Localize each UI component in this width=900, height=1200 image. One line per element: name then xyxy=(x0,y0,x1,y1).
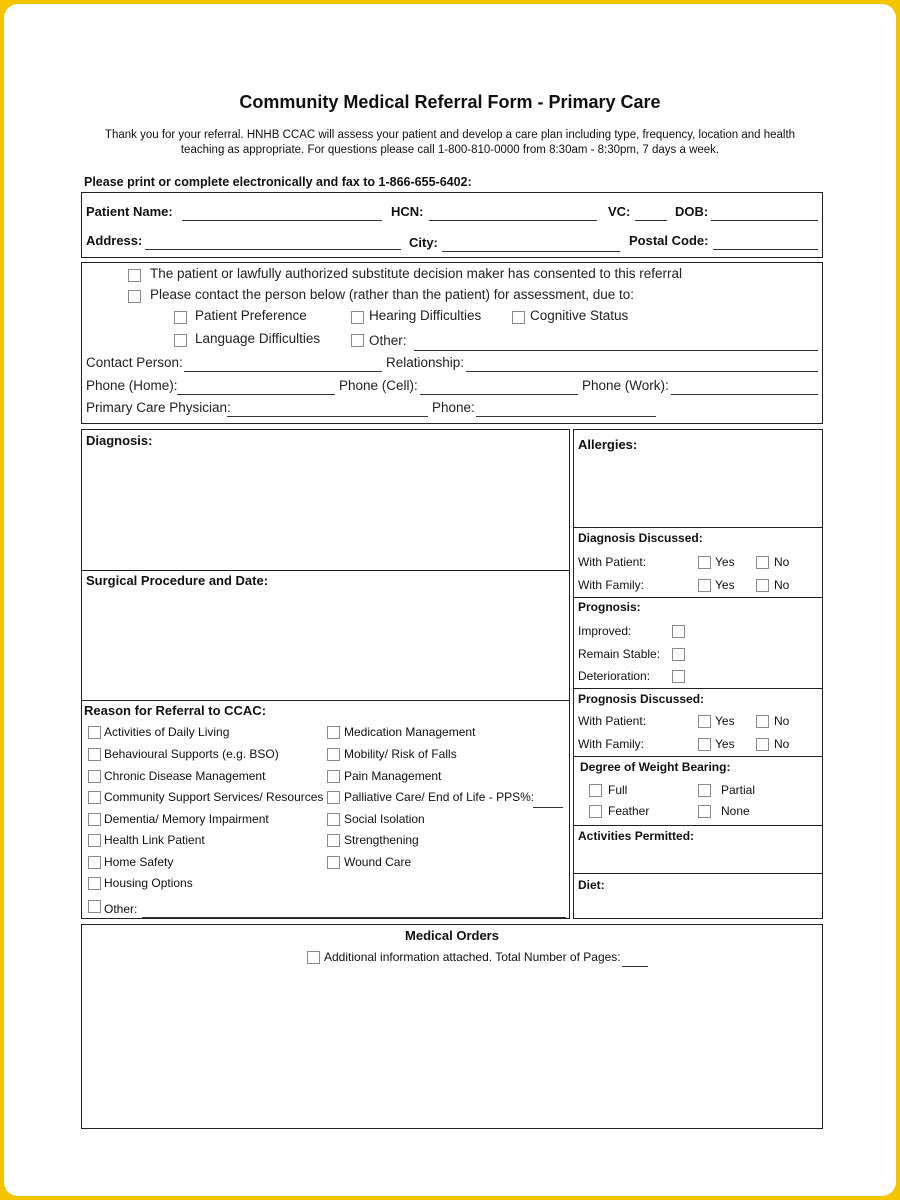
surgical-divider xyxy=(81,700,570,701)
referral-home-safety-checkbox[interactable] xyxy=(88,856,101,869)
phone-home-label: Phone (Home): xyxy=(86,378,178,393)
allergies-label: Allergies: xyxy=(578,437,638,452)
diagnosis-label: Diagnosis: xyxy=(86,433,153,448)
address-field[interactable] xyxy=(145,249,401,250)
weight-partial-label: Partial xyxy=(721,783,756,797)
prognosis-deterioration-checkbox[interactable] xyxy=(672,670,685,683)
allergies-divider xyxy=(573,527,823,528)
diagnosis-discussed-label: Diagnosis Discussed: xyxy=(578,531,703,545)
contact-person-instead-label: Please contact the person below (rather than the patient) for assessment, due to: xyxy=(150,287,635,302)
diagnosis-discussed-divider xyxy=(573,597,823,598)
physician-phone-field[interactable] xyxy=(476,416,656,417)
referral-medication-checkbox[interactable] xyxy=(327,726,340,739)
city-field[interactable] xyxy=(442,251,620,252)
prognosis-improved-checkbox[interactable] xyxy=(672,625,685,638)
hearing-difficulties-label: Hearing Difficulties xyxy=(369,308,482,323)
referral-other-checkbox[interactable] xyxy=(88,900,101,913)
dob-label: DOB: xyxy=(675,204,709,219)
prognosis-discussed-label: Prognosis Discussed: xyxy=(578,692,705,706)
referral-adl-label: Activities of Daily Living xyxy=(104,725,230,739)
weight-none-checkbox[interactable] xyxy=(698,805,711,818)
weight-bearing-divider xyxy=(573,825,823,826)
form-intro xyxy=(64,128,836,158)
intro-line-2: teaching as appropriate. For questions please call 1-800-810-0000 from 8:30am - 8:30pm, 7 days a week. xyxy=(180,144,720,156)
phone-work-label: Phone (Work): xyxy=(582,378,669,393)
diagnosis-divider xyxy=(81,570,570,571)
postal-code-label: Postal Code: xyxy=(629,233,709,248)
prognosis-patient-yes-label: Yes xyxy=(715,714,735,728)
language-difficulties-label: Language Difficulties xyxy=(195,331,321,346)
total-pages-field[interactable] xyxy=(622,966,648,967)
referral-health-link-label: Health Link Patient xyxy=(104,833,205,847)
relationship-field[interactable] xyxy=(466,371,818,372)
referral-social-label: Social Isolation xyxy=(344,812,425,826)
patient-preference-label: Patient Preference xyxy=(195,308,307,323)
phone-work-field[interactable] xyxy=(671,394,818,395)
cognitive-status-checkbox[interactable] xyxy=(512,311,525,324)
referral-medication-label: Medication Management xyxy=(344,725,476,739)
contact-person-label: Contact Person: xyxy=(86,355,183,370)
phone-cell-label: Phone (Cell): xyxy=(339,378,418,393)
referral-community-label: Community Support Services/ Resources xyxy=(104,790,324,804)
hearing-difficulties-checkbox[interactable] xyxy=(351,311,364,324)
diagnosis-family-no-checkbox[interactable] xyxy=(756,579,769,592)
address-label: Address: xyxy=(86,233,143,248)
referral-other-field[interactable] xyxy=(142,917,566,918)
patient-name-label: Patient Name: xyxy=(86,204,173,219)
prognosis-patient-yes-checkbox[interactable] xyxy=(698,715,711,728)
referral-adl-checkbox[interactable] xyxy=(88,726,101,739)
diagnosis-family-yes-checkbox[interactable] xyxy=(698,579,711,592)
referral-housing-checkbox[interactable] xyxy=(88,877,101,890)
phone-cell-field[interactable] xyxy=(420,394,578,395)
language-difficulties-checkbox[interactable] xyxy=(174,334,187,347)
referral-pain-checkbox[interactable] xyxy=(327,770,340,783)
prognosis-with-family-label: With Family: xyxy=(578,737,644,751)
referral-reason-label: Reason for Referral to CCAC: xyxy=(84,703,267,718)
referral-palliative-label: Palliative Care/ End of Life - PPS%: xyxy=(344,790,535,804)
referral-strengthening-checkbox[interactable] xyxy=(327,834,340,847)
referral-other-label: Other: xyxy=(104,902,138,916)
prognosis-family-no-checkbox[interactable] xyxy=(756,738,769,751)
activities-divider xyxy=(573,873,823,874)
referral-wound-label: Wound Care xyxy=(344,855,412,869)
phone-home-field[interactable] xyxy=(177,394,335,395)
prognosis-family-no-label: No xyxy=(774,737,790,751)
diagnosis-patient-no-checkbox[interactable] xyxy=(756,556,769,569)
hcn-field[interactable] xyxy=(429,220,597,221)
medical-orders-label: Medical Orders xyxy=(405,928,499,943)
prognosis-label: Prognosis: xyxy=(578,600,641,614)
hcn-label: HCN: xyxy=(391,204,424,219)
diagnosis-family-yes-label: Yes xyxy=(715,578,735,592)
weight-none-label: None xyxy=(721,804,750,818)
diagnosis-with-patient-label: With Patient: xyxy=(578,555,647,569)
referral-housing-label: Housing Options xyxy=(104,876,193,890)
vc-label: VC: xyxy=(608,204,631,219)
pps-field[interactable] xyxy=(533,807,563,808)
prognosis-patient-no-label: No xyxy=(774,714,790,728)
referral-pain-label: Pain Management xyxy=(344,769,442,783)
contact-person-checkbox[interactable] xyxy=(128,290,141,303)
referral-mobility-checkbox[interactable] xyxy=(327,748,340,761)
referral-form-page xyxy=(4,4,896,1196)
referral-behavioural-label: Behavioural Supports (e.g. BSO) xyxy=(104,747,279,761)
patient-name-field[interactable] xyxy=(182,220,382,221)
referral-health-link-checkbox[interactable] xyxy=(88,834,101,847)
diagnosis-patient-yes-checkbox[interactable] xyxy=(698,556,711,569)
cognitive-status-label: Cognitive Status xyxy=(530,308,629,323)
weight-bearing-label: Degree of Weight Bearing: xyxy=(580,760,731,774)
diagnosis-with-family-label: With Family: xyxy=(578,578,644,592)
other-reason-field[interactable] xyxy=(414,350,818,351)
diagnosis-patient-yes-label: Yes xyxy=(715,555,735,569)
physician-phone-label: Phone: xyxy=(432,400,475,415)
physician-field[interactable] xyxy=(227,416,428,417)
prognosis-patient-no-checkbox[interactable] xyxy=(756,715,769,728)
prognosis-with-patient-label: With Patient: xyxy=(578,714,647,728)
prognosis-stable-label: Remain Stable: xyxy=(578,647,661,661)
prognosis-stable-checkbox[interactable] xyxy=(672,648,685,661)
referral-community-checkbox[interactable] xyxy=(88,791,101,804)
form-title: Community Medical Referral Form - Primary Care xyxy=(239,92,661,112)
vc-field[interactable] xyxy=(635,220,667,221)
referral-dementia-checkbox[interactable] xyxy=(88,813,101,826)
referral-dementia-label: Dementia/ Memory Impairment xyxy=(104,812,269,826)
fax-instruction: Please print or complete electronically and fax to 1-866-655-6402: xyxy=(84,175,472,189)
consent-label: The patient or lawfully authorized substitute decision maker has consented to this referral xyxy=(150,266,683,281)
prognosis-family-yes-checkbox[interactable] xyxy=(698,738,711,751)
other-reason-checkbox[interactable] xyxy=(351,334,364,347)
weight-feather-checkbox[interactable] xyxy=(589,805,602,818)
intro-line-1: Thank you for your referral. HNHB CCAC will assess your patient and develop a care plan including type, frequency, location and health xyxy=(104,129,796,141)
referral-behavioural-checkbox[interactable] xyxy=(88,748,101,761)
dob-field[interactable] xyxy=(711,220,818,221)
patient-preference-checkbox[interactable] xyxy=(174,311,187,324)
weight-partial-checkbox[interactable] xyxy=(698,784,711,797)
referral-chronic-label: Chronic Disease Management xyxy=(104,769,266,783)
diet-label: Diet: xyxy=(578,878,605,892)
referral-wound-checkbox[interactable] xyxy=(327,856,340,869)
prognosis-deterioration-label: Deterioration: xyxy=(578,669,651,683)
referral-social-checkbox[interactable] xyxy=(327,813,340,826)
relationship-label: Relationship: xyxy=(386,355,465,370)
referral-mobility-label: Mobility/ Risk of Falls xyxy=(344,747,457,761)
other-reason-label: Other: xyxy=(369,333,407,348)
prognosis-divider xyxy=(573,688,823,689)
diagnosis-family-no-label: No xyxy=(774,578,790,592)
postal-code-field[interactable] xyxy=(713,249,818,250)
weight-feather-label: Feather xyxy=(608,804,650,818)
weight-full-label: Full xyxy=(608,783,628,797)
diagnosis-patient-no-label: No xyxy=(774,555,790,569)
referral-home-safety-label: Home Safety xyxy=(104,855,174,869)
referral-strengthening-label: Strengthening xyxy=(344,833,419,847)
surgical-procedure-label: Surgical Procedure and Date: xyxy=(86,573,269,588)
activities-permitted-label: Activities Permitted: xyxy=(578,829,695,843)
consent-checkbox[interactable] xyxy=(128,269,141,282)
additional-info-label: Additional information attached. Total Number of Pages: xyxy=(324,950,621,964)
prognosis-discussed-divider xyxy=(573,756,823,757)
referral-palliative-checkbox[interactable] xyxy=(327,791,340,804)
additional-info-checkbox[interactable] xyxy=(307,951,320,964)
prognosis-family-yes-label: Yes xyxy=(715,737,735,751)
prognosis-improved-label: Improved: xyxy=(578,624,632,638)
city-label: City: xyxy=(409,235,438,250)
weight-full-checkbox[interactable] xyxy=(589,784,602,797)
referral-chronic-checkbox[interactable] xyxy=(88,770,101,783)
physician-label: Primary Care Physician: xyxy=(86,400,231,415)
contact-person-field[interactable] xyxy=(184,371,382,372)
